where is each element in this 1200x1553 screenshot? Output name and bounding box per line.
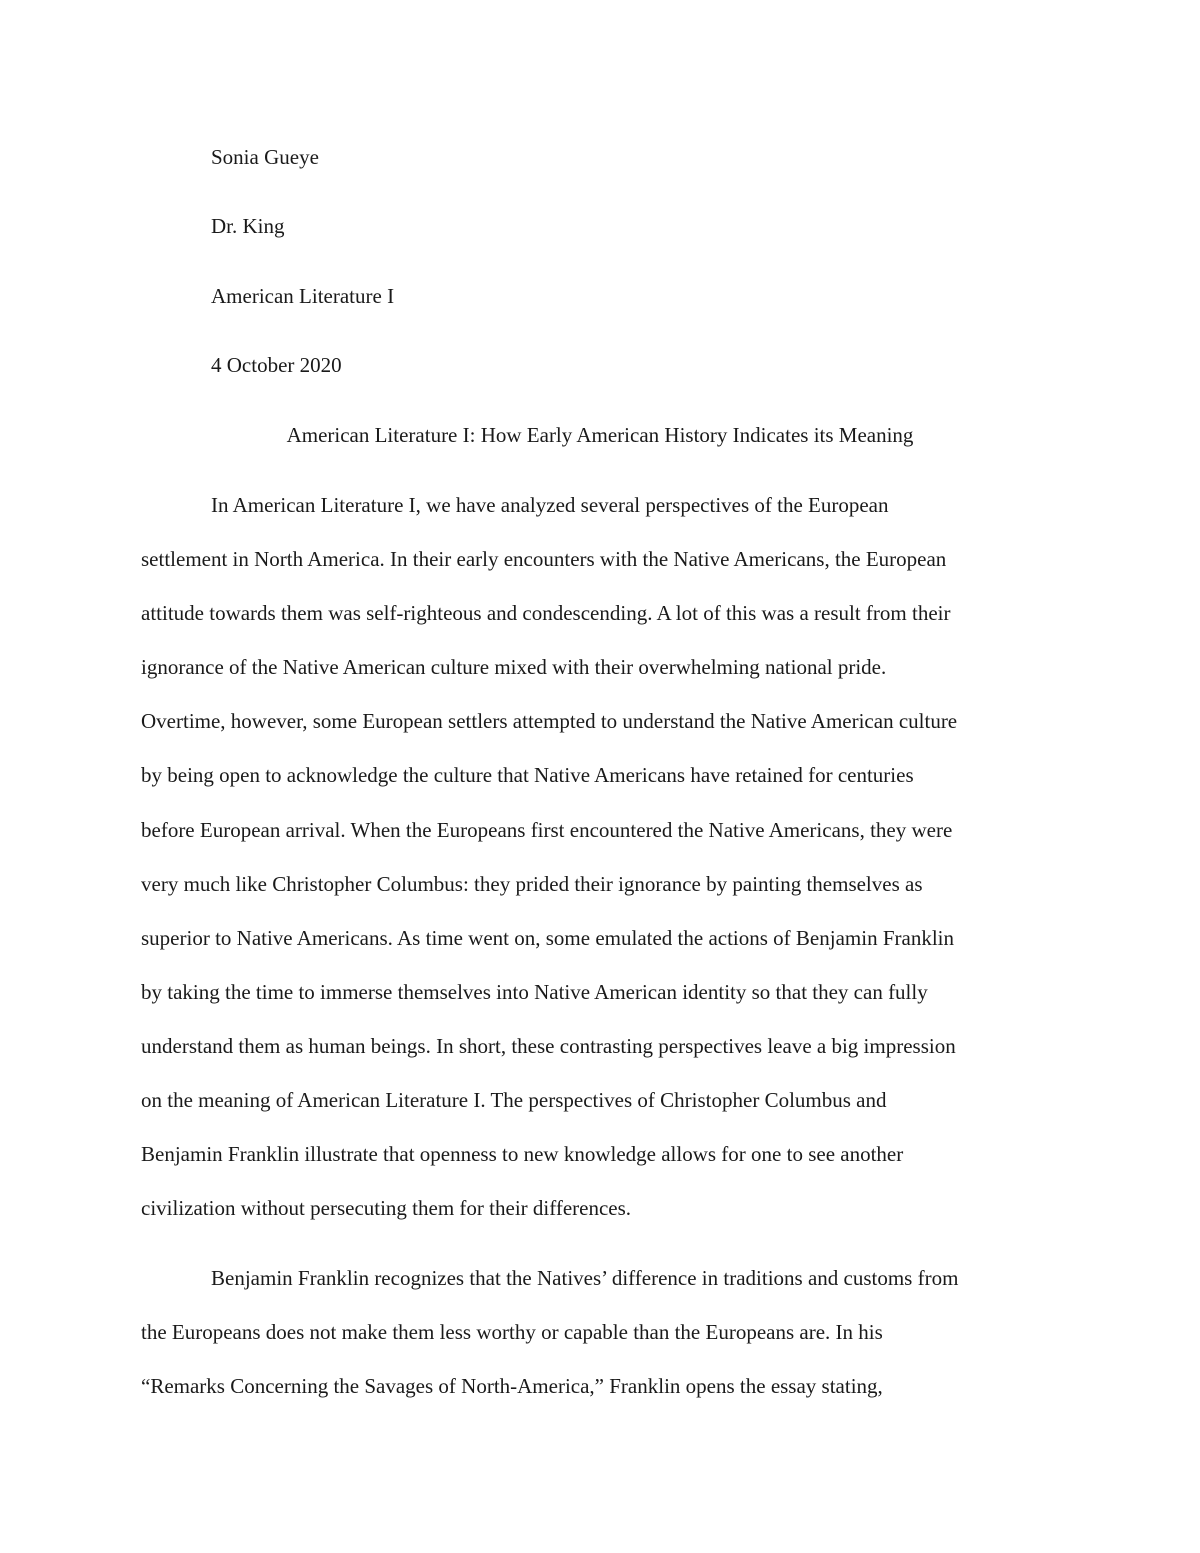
header-instructor: Dr. King <box>211 214 285 238</box>
paragraph-1-line-1: In American Literature I, we have analyzed several perspectives of the European <box>211 493 889 517</box>
header-student-name: Sonia Gueye <box>211 145 319 169</box>
paragraph-1-line-14: civilization without persecuting them for their differences. <box>141 1196 632 1220</box>
paragraph-1-line-13: Benjamin Franklin illustrate that openness to new knowledge allows for one to see another <box>141 1142 904 1166</box>
paragraph-2-line-2: the Europeans does not make them less worthy or capable than the Europeans are. In his <box>141 1320 883 1344</box>
paragraph-1-line-10: by taking the time to immerse themselves into Native American identity so that they can fully <box>141 980 928 1004</box>
paragraph-1-line-5: Overtime, however, some European settlers attempted to understand the Native American culture <box>141 709 958 733</box>
header-date: 4 October 2020 <box>211 353 342 377</box>
essay-title: American Literature I: How Early American History Indicates its Meaning <box>286 423 914 447</box>
paragraph-1-line-12: on the meaning of American Literature I. The perspectives of Christopher Columbus and <box>141 1088 887 1112</box>
paragraph-1-line-4: ignorance of the Native American culture mixed with their overwhelming national pride. <box>141 655 887 679</box>
header-course: American Literature I <box>211 284 395 308</box>
paragraph-1-line-2: settlement in North America. In their early encounters with the Native Americans, the European <box>141 547 947 571</box>
paragraph-1-line-7: before European arrival. When the Europeans first encountered the Native Americans, they were <box>141 818 953 842</box>
paragraph-1-line-6: by being open to acknowledge the culture that Native Americans have retained for centuries <box>141 763 914 787</box>
paragraph-2-line-1: Benjamin Franklin recognizes that the Natives’ difference in traditions and customs from <box>211 1266 959 1290</box>
paragraph-1-line-8: very much like Christopher Columbus: they prided their ignorance by painting themselves as <box>141 872 923 896</box>
paragraph-2-line-3: “Remarks Concerning the Savages of North-America,” Franklin opens the essay stating, <box>141 1374 883 1398</box>
paragraph-1-line-3: attitude towards them was self-righteous and condescending. A lot of this was a result from their <box>141 601 951 625</box>
paragraph-1-line-9: superior to Native Americans. As time went on, some emulated the actions of Benjamin Franklin <box>141 926 954 950</box>
paragraph-1-line-11: understand them as human beings. In short, these contrasting perspectives leave a big impression <box>141 1034 956 1058</box>
